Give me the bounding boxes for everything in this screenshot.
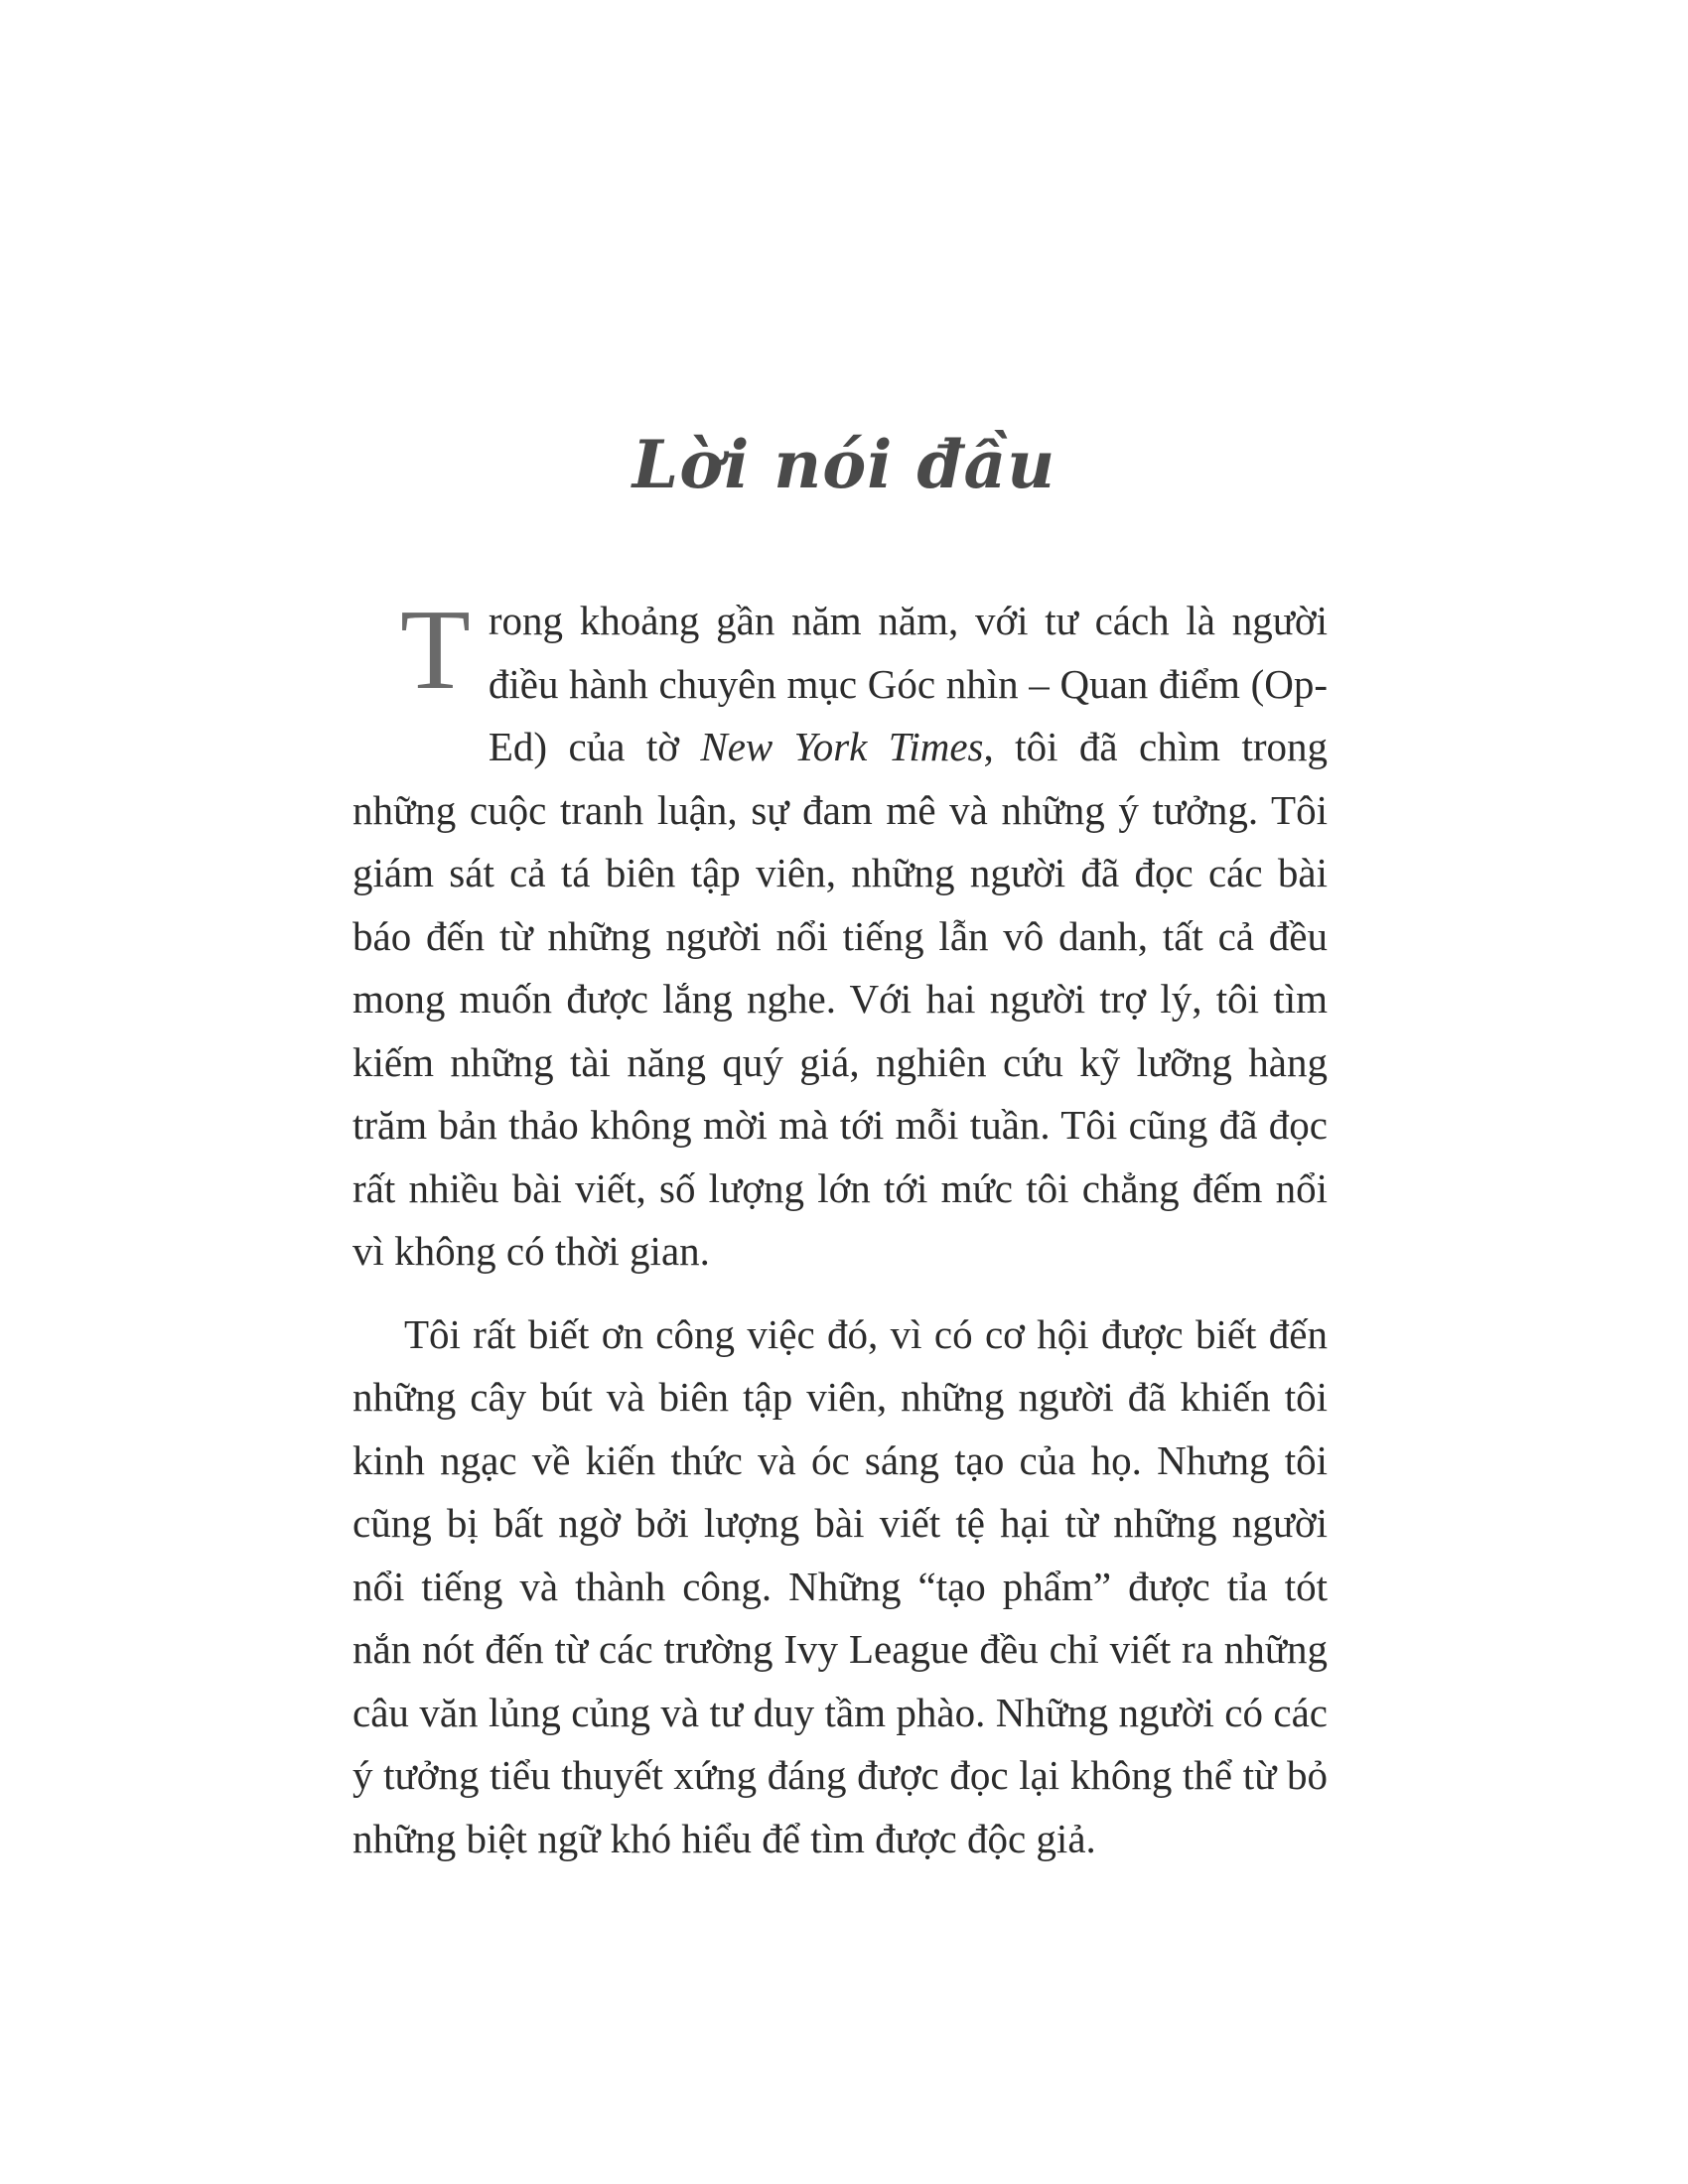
paragraph-1 — [352, 587, 1328, 1284]
paragraph-1-text-start: rong khoảng gần năm năm, với tư cách là người điều hành chuyên mục Góc nhìn – Quan điểm (Op-Ed) của tờ — [488, 598, 1328, 769]
page-title: Lời nói đầu — [632, 426, 1056, 503]
publication-name: New York Times — [700, 724, 984, 769]
paragraph-1-text-end: , tôi đã chìm trong những cuộc tranh luận, sự đam mê và những ý tưởng. Tôi giám sát cả tá biên tập viên, những người đã đọc các bài báo đến từ những người nổi tiếng lẫn vô danh, tất cả đều mong muốn được lắng nghe. Với hai người trợ lý, tôi tìm kiếm những tài năng quý giá, nghiên cứu kỹ lưỡng hàng trăm bản thảo không mời mà tới mỗi tuần. Tôi cũng đã đọc rất nhiều bài viết, số lượng lớn tới mức tôi chẳng đếm nổi vì không có thời gian. — [352, 724, 1328, 1274]
body-text — [352, 587, 1328, 1870]
paragraph-2: Tôi rất biết ơn công việc đó, vì có cơ hội được biết đến những cây bút và biên tập viên, những người đã khiến tôi kinh ngạc về kiến thức và óc sáng tạo của họ. Nhưng tôi cũng bị bất ngờ bởi lượng bài viết tệ hại từ những người nổi tiếng và thành công. Những “tạo phẩm” được tỉa tót nắn nót đến từ các trường Ivy League đều chỉ viết ra những câu văn lủng củng và tư duy tầm phào. Những người có các ý tưởng tiểu thuyết xứng đáng được đọc lại không thể từ bỏ những biệt ngữ khó hiểu để tìm được độc giả. — [352, 1310, 1328, 1861]
drop-cap: T — [400, 587, 471, 714]
